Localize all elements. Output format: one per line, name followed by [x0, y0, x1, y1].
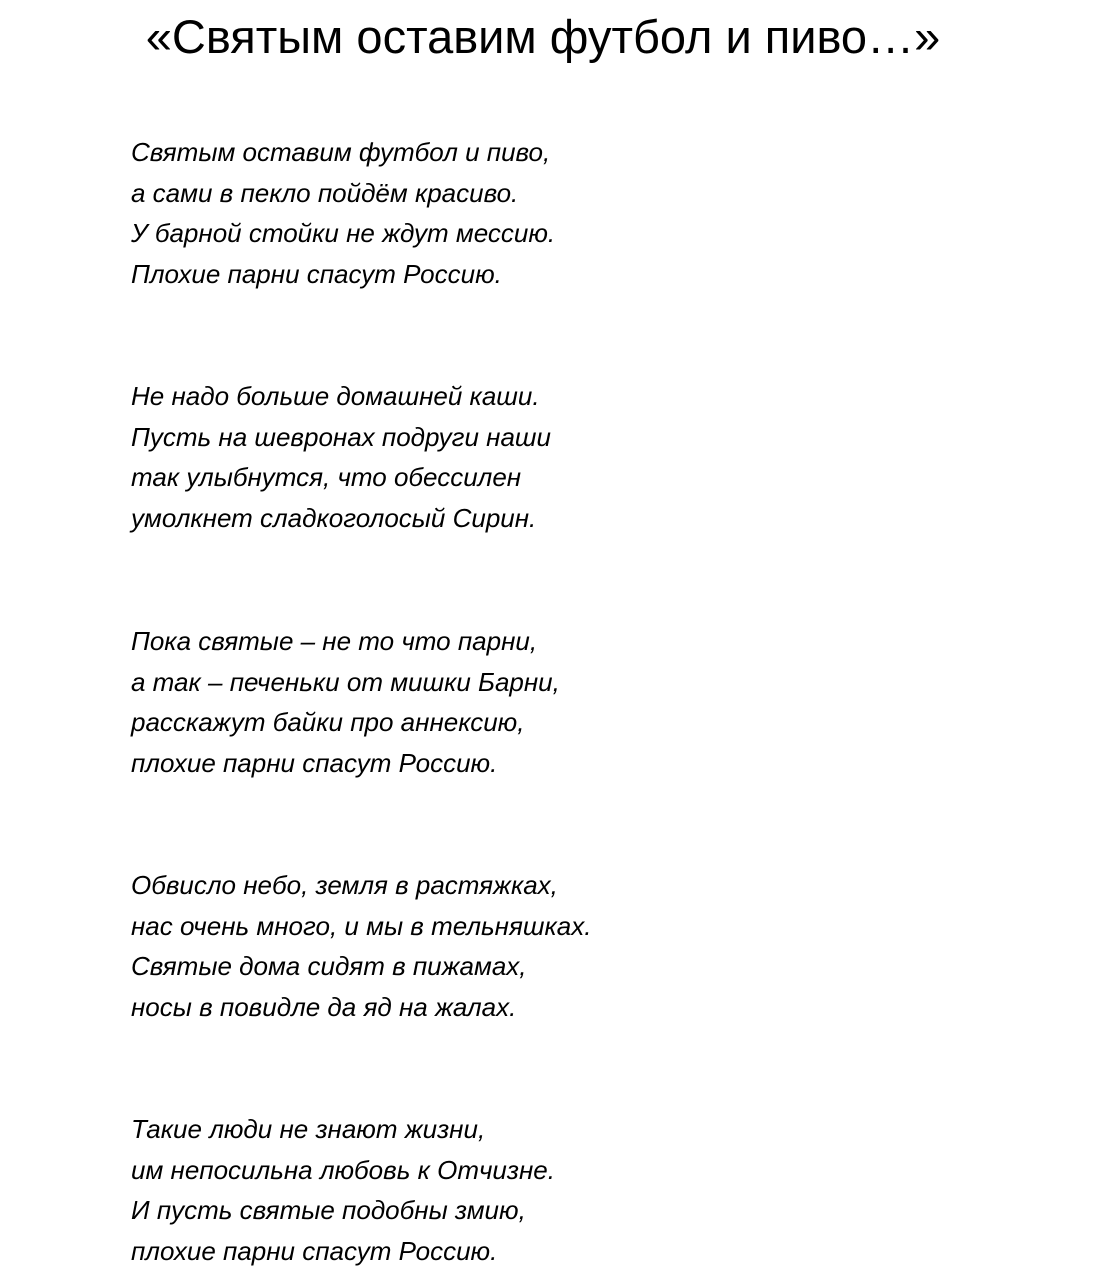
poem-line: носы в повидле да яд на жалах.: [131, 991, 517, 1022]
stanza-2: [131, 376, 551, 538]
poem-line: Святые дома сидят в пижамах,: [131, 951, 527, 982]
poem-line: Пока святые – не то что парни,: [131, 626, 538, 656]
poem-line: нас очень много, и мы в тельняшках.: [131, 910, 592, 941]
poem-line: а так – печеньки от мишки Барни,: [131, 666, 560, 697]
poem-line: Обвисло небо, земля в растяжках,: [131, 870, 558, 900]
poem-line: плохие парни спасут Россию.: [131, 747, 498, 778]
poem-title: «Святым оставим футбол и пиво…»: [145, 10, 941, 63]
poem-line: а сами в пекло пойдём красиво.: [131, 177, 519, 208]
poem-line: У барной стойки не ждут мессию.: [131, 218, 556, 249]
poem-line: Пусть на шевронах подруги наши: [131, 421, 551, 452]
poem-line: Не надо больше домашней каши.: [131, 381, 540, 411]
poem-line: Такие люди не знают жизни,: [131, 1114, 486, 1144]
stanza-3: [131, 621, 560, 783]
poem-line: плохие парни спасут Россию.: [131, 1235, 498, 1266]
poem-line: умолкнет сладкоголосый Сирин.: [131, 502, 537, 533]
poem-line: Святым оставим футбол и пиво,: [131, 137, 551, 167]
stanza-1: [131, 132, 555, 294]
poem-line: И пусть святые подобны змию,: [131, 1195, 526, 1226]
poem-line: расскажут байки про аннексию,: [131, 707, 525, 738]
poem-line: так улыбнутся, что обессилен: [131, 462, 522, 493]
poem-line: Плохие парни спасут Россию.: [131, 258, 502, 289]
stanza-5: [131, 1109, 555, 1271]
poem-line: им непосильна любовь к Отчизне.: [131, 1154, 555, 1185]
stanza-4: [131, 865, 591, 1027]
